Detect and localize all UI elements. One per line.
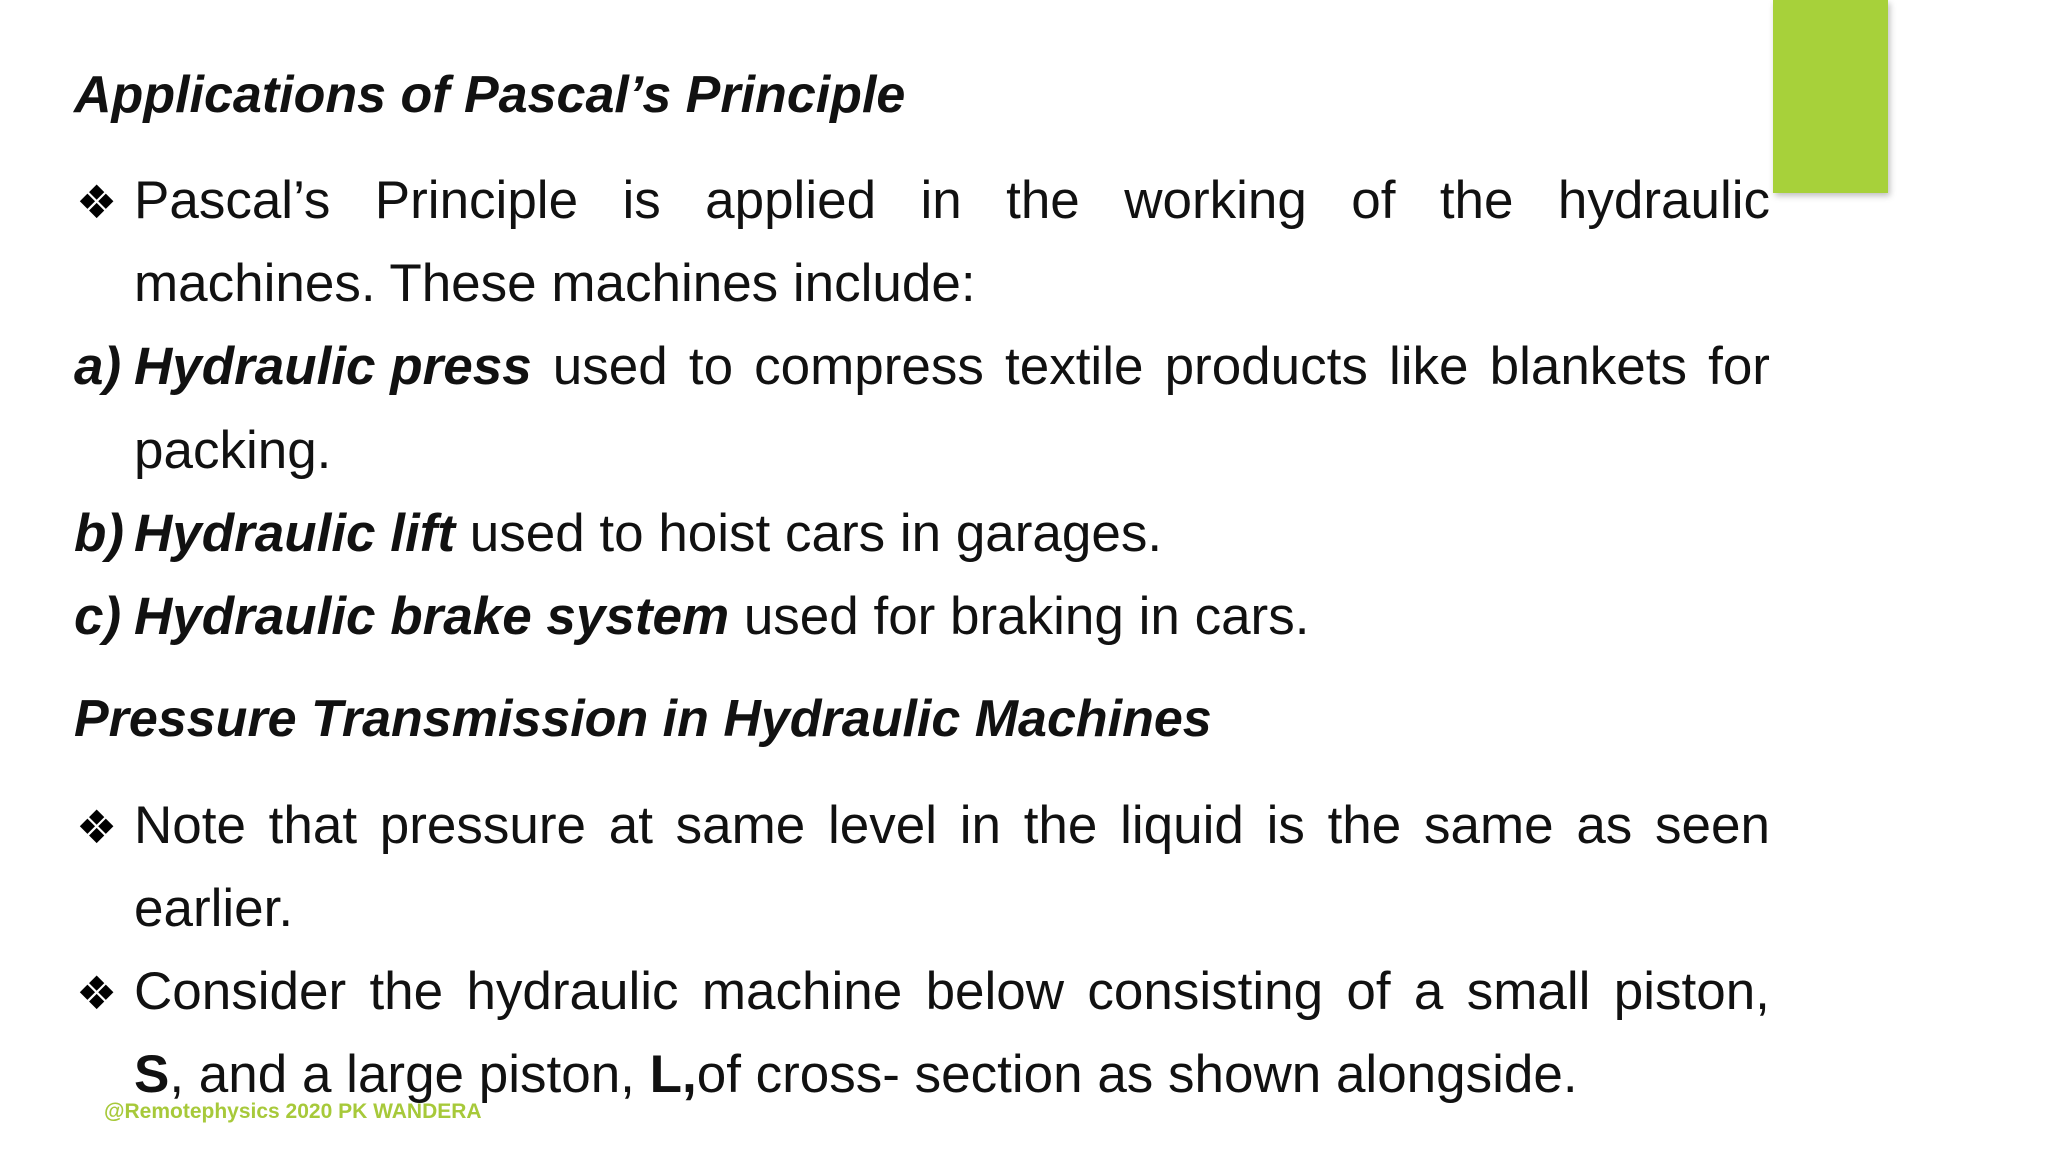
word: small (1466, 962, 1591, 1021)
word: below (925, 962, 1065, 1021)
item-c-line (134, 586, 1309, 648)
word: the (1023, 796, 1098, 855)
heading-pressure-transmission: Pressure Transmission in Hydraulic Machines (74, 690, 1212, 748)
word: Principle (374, 171, 579, 230)
heading-applications: Applications of Pascal’s Principle (74, 66, 906, 124)
bullet2-line2: earlier. (134, 879, 294, 938)
word: hydraulic (466, 962, 679, 1021)
item-c-term: Hydraulic brake system (134, 587, 730, 646)
piston-l-label: L, (649, 1045, 697, 1104)
word: products (1164, 337, 1368, 396)
accent-bar (1773, 0, 1888, 193)
word: machine (701, 962, 903, 1021)
word: level (827, 796, 937, 855)
word: working (1124, 171, 1307, 230)
bullet3-line1 (134, 961, 1770, 1023)
word: that (268, 796, 358, 855)
item-b-line (134, 503, 1162, 565)
word: textile (1005, 337, 1144, 396)
word: at (608, 796, 653, 855)
bullet-diamond-icon: ❖ (76, 176, 118, 228)
word: as (1576, 796, 1633, 855)
word: the (1439, 171, 1514, 230)
item-a-line1 (134, 336, 1770, 398)
bullet3-line2: S, and a large piston, L,of cross- section as shown alongside. (134, 1045, 1578, 1104)
word: hydraulic (1557, 171, 1770, 230)
item-b-term: Hydraulic lift (134, 504, 456, 563)
word: to (688, 337, 734, 396)
word: the (1327, 796, 1402, 855)
item-b-marker: b) (74, 504, 125, 563)
bullet-diamond-icon: ❖ (76, 801, 118, 853)
word: pressure (379, 796, 586, 855)
item-a-line2: packing. (134, 421, 332, 480)
piston-s-label: S (134, 1045, 170, 1104)
word: in (959, 796, 1001, 855)
word: of (1351, 171, 1396, 230)
word: consisting (1087, 962, 1324, 1021)
item-c-rest: used for braking in cars. (729, 587, 1310, 646)
word: blankets (1489, 337, 1687, 396)
bullet1-line1 (134, 170, 1770, 232)
item-b-rest: used to hoist cars in garages. (455, 504, 1163, 563)
word: Consider (134, 962, 347, 1021)
word: a (1413, 962, 1444, 1021)
bullet1-line2: machines. These machines include: (134, 254, 976, 313)
word: compress (754, 337, 984, 396)
word: applied (705, 171, 877, 230)
word: like (1388, 337, 1469, 396)
word: Note (134, 796, 246, 855)
item-a-marker: a) (74, 337, 122, 396)
item-c-marker: c) (74, 587, 122, 646)
word: is (622, 171, 661, 230)
word: piston, (1613, 962, 1770, 1021)
word: used (552, 337, 668, 396)
word: same (1423, 796, 1554, 855)
bullet-diamond-icon: ❖ (76, 967, 118, 1019)
word: of (1346, 962, 1391, 1021)
word: the (369, 962, 444, 1021)
word: for (1708, 337, 1770, 396)
word: liquid (1120, 796, 1244, 855)
word: Pascal’s (134, 171, 331, 230)
word: is (1266, 796, 1305, 855)
bullet2-line1 (134, 795, 1770, 857)
word: in (920, 171, 962, 230)
word: the (1006, 171, 1080, 230)
footer-credit: @Remotephysics 2020 PK WANDERA (104, 1100, 482, 1123)
word: seen (1655, 796, 1770, 855)
word: same (675, 796, 806, 855)
term: Hydraulic press (134, 337, 532, 396)
